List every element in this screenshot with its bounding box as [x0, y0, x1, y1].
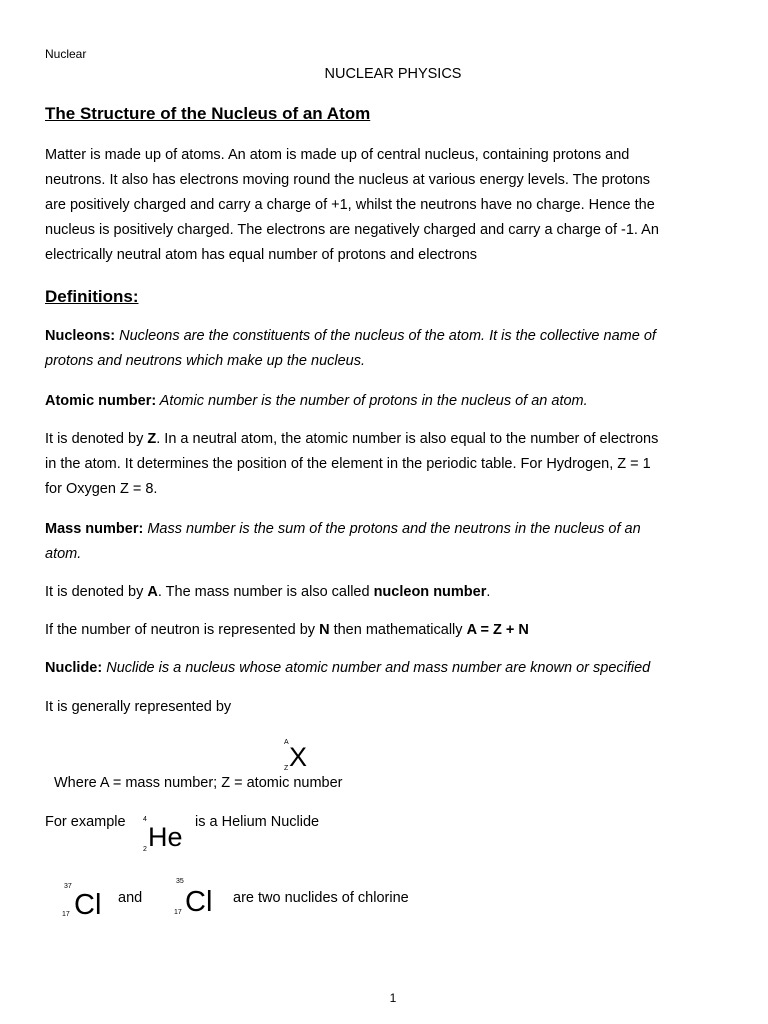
mass-number-definition-cont: atom. [45, 546, 82, 562]
term-atomic-number: Atomic number: [45, 393, 157, 409]
a-note-text: It is denoted by [45, 584, 148, 600]
z-symbol: Z [147, 431, 157, 447]
intro-line: Matter is made up of atoms. An atom is made up of central nucleus, containing protons and [45, 147, 630, 163]
intro-line: nucleus is positively charged. The electrons are negatively charged and carry a charge of -1. An [45, 222, 659, 238]
a-symbol: A [147, 584, 158, 600]
term-mass-number: Mass number: [45, 521, 144, 537]
term-nuclide: Nuclide: [45, 660, 103, 676]
atomic-number-label: Z [284, 765, 289, 772]
helium-symbol: He [148, 822, 183, 852]
formula-equation: A = Z + N [466, 622, 529, 638]
definition-mass-number [45, 517, 641, 567]
z-note-line: in the atom. It determines the position of the element in the periodic table. For Hydrogen, Z = 1 [45, 456, 651, 472]
nucleons-definition-cont: protons and neutrons which make up the nucleus. [45, 353, 366, 369]
document-title: NUCLEAR PHYSICS [324, 66, 462, 82]
helium-example-prefix: For example [45, 814, 126, 830]
intro-line: neutrons. It also has electrons moving round the nucleus at various energy levels. The protons [45, 172, 651, 188]
helium-mass-number: 4 [143, 816, 147, 823]
term-nucleons: Nucleons: [45, 328, 116, 344]
helium-atomic-number: 2 [143, 846, 147, 853]
nuclide-definition: Nuclide is a nucleus whose atomic number and mass number are known or specified [102, 660, 651, 676]
intro-line: are positively charged and carry a charge of +1, whilst the neutrons have no charge. Hence the [45, 197, 655, 213]
mass-number-label: A [284, 739, 289, 746]
z-note-line: for Oxygen Z = 8. [45, 481, 158, 497]
chlorine-37-atomic-number: 17 [62, 911, 70, 918]
element-symbol-x: X [289, 742, 308, 772]
section-heading-structure: The Structure of the Nucleus of an Atom [45, 104, 371, 123]
definition-nucleons [45, 324, 656, 374]
formula-text: If the number of neutron is represented by [45, 622, 320, 638]
chlorine-example-suffix: are two nuclides of chlorine [233, 890, 409, 906]
chlorine-37-mass-number: 37 [64, 883, 72, 890]
atomic-number-definition: Atomic number is the number of protons in the nucleus of an atom. [156, 393, 588, 409]
section-heading-definitions: Definitions: [45, 287, 139, 306]
chlorine-35-mass-number: 35 [176, 878, 184, 885]
intro-paragraph [45, 143, 659, 268]
intro-line: electrically neutral atom has equal number of protons and electrons [45, 247, 478, 263]
chlorine-symbol: Cl [185, 886, 213, 918]
representation-intro: It is generally represented by [45, 699, 232, 715]
formula-text: then mathematically [329, 622, 467, 638]
term-nucleon-number: nucleon number [373, 584, 487, 600]
nucleons-definition: Nucleons are the constituents of the nucleus of the atom. It is the collective name of [115, 328, 656, 344]
atomic-number-note [45, 427, 658, 502]
chlorine-symbol: Cl [74, 889, 102, 921]
chlorine-35-atomic-number: 17 [174, 909, 182, 916]
helium-example-suffix: is a Helium Nuclide [195, 814, 320, 830]
and-connector: and [118, 890, 143, 906]
z-note-text: It is denoted by [45, 431, 148, 447]
running-header: Nuclear [45, 47, 87, 61]
definition-nuclide [45, 656, 650, 681]
page-number: 1 [389, 991, 397, 1005]
mass-number-note [45, 580, 490, 605]
definition-atomic-number [45, 389, 588, 414]
mass-number-definition: Mass number is the sum of the protons and the neutrons in the nucleus of an [143, 521, 641, 537]
a-note-text: . [486, 584, 491, 600]
notation-legend: Where A = mass number; Z = atomic number [54, 775, 343, 791]
formula-line [45, 618, 529, 643]
z-note-text: . In a neutral atom, the atomic number is also equal to the number of electrons [156, 431, 659, 447]
a-note-text: . The mass number is also called [157, 584, 374, 600]
n-symbol: N [319, 622, 330, 638]
